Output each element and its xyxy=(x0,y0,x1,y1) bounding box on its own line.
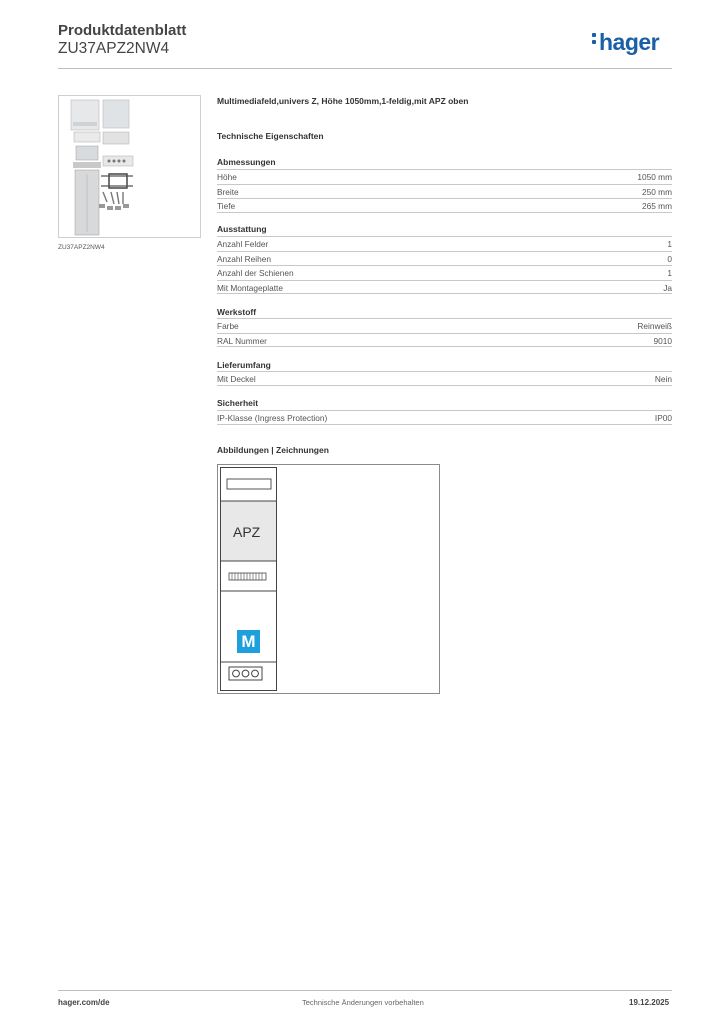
table-row xyxy=(217,169,672,184)
property-label: IP-Klasse (Ingress Protection) xyxy=(217,413,328,423)
table-row xyxy=(217,333,672,348)
property-label: Anzahl Reihen xyxy=(217,253,271,264)
property-value: 250 mm xyxy=(642,186,672,197)
group-title-lieferumfang: Lieferumfang xyxy=(217,360,271,370)
drawings-title: Abbildungen | Zeichnungen xyxy=(217,445,329,455)
property-value: 9010 xyxy=(653,335,672,346)
image-caption: ZU37APZ2NW4 xyxy=(58,244,105,251)
multimedia-m-label: M xyxy=(241,632,256,651)
table-row xyxy=(217,251,672,266)
table-row xyxy=(217,236,672,251)
group-title-sicherheit: Sicherheit xyxy=(217,398,259,408)
property-value: 1 xyxy=(667,239,672,249)
footer-date: 19.12.2025 xyxy=(629,998,670,1007)
page-title: Produktdatenblatt xyxy=(58,22,187,39)
table-row xyxy=(217,318,672,333)
apz-label: APZ xyxy=(233,524,261,540)
property-value: 265 mm xyxy=(642,201,672,212)
table-row xyxy=(217,184,672,199)
table-row xyxy=(217,198,672,213)
table-row xyxy=(217,410,672,425)
property-label: Mit Deckel xyxy=(217,374,256,384)
header-divider xyxy=(58,68,672,69)
product-image xyxy=(58,95,201,238)
property-label: Mit Montageplatte xyxy=(217,282,283,293)
group-title-ausstattung: Ausstattung xyxy=(217,224,267,234)
property-value: 1050 mm xyxy=(637,172,672,182)
group-title-werkstoff: Werkstoff xyxy=(217,307,257,317)
property-label: RAL Nummer xyxy=(217,335,267,346)
property-label: Anzahl Felder xyxy=(217,239,269,249)
section-title: Technische Eigenschaften xyxy=(217,131,324,141)
logo-dots-icon xyxy=(592,30,597,47)
technical-drawing xyxy=(217,464,440,694)
table-row xyxy=(217,371,672,386)
product-description: Multimediafeld,univers Z, Höhe 1050mm,1-feldig,mit APZ oben xyxy=(217,96,469,106)
logo-text: hager xyxy=(599,29,660,55)
product-number: ZU37APZ2NW4 xyxy=(58,40,170,57)
property-label: Höhe xyxy=(217,172,237,182)
property-label: Anzahl der Schienen xyxy=(217,268,294,279)
property-label: Farbe xyxy=(217,321,239,331)
table-row xyxy=(217,265,672,280)
property-value: IP00 xyxy=(654,413,672,423)
property-value: Ja xyxy=(663,282,672,293)
footer-disclaimer: Technische Änderungen vorbehalten xyxy=(302,998,424,1007)
product-illustration-icon xyxy=(59,96,200,237)
hager-logo xyxy=(592,29,659,56)
footer-divider xyxy=(58,990,672,991)
table-row xyxy=(217,280,672,295)
property-label: Breite xyxy=(217,186,239,197)
footer-website: hager.com/de xyxy=(58,998,110,1007)
property-label: Tiefe xyxy=(217,201,236,212)
group-title-abmessungen: Abmessungen xyxy=(217,157,276,167)
property-value: Nein xyxy=(654,374,672,384)
property-value: 1 xyxy=(667,268,672,279)
panel-drawing-icon xyxy=(218,465,439,693)
property-value: 0 xyxy=(667,253,672,264)
property-value: Reinweiß xyxy=(637,321,672,331)
